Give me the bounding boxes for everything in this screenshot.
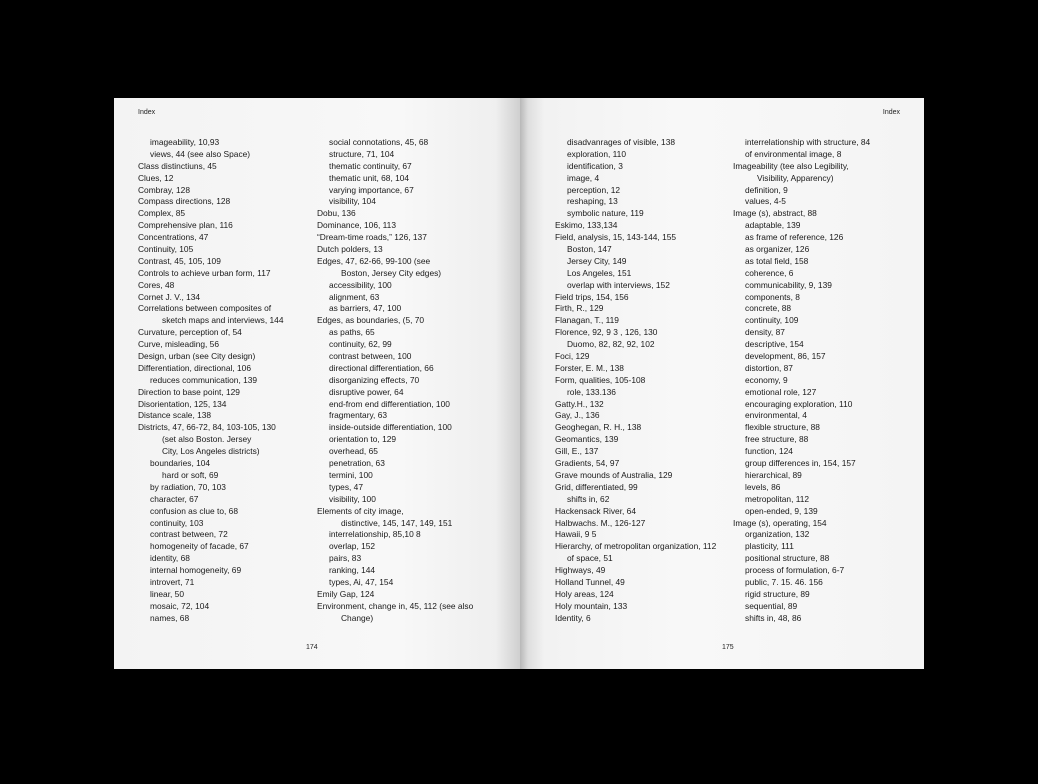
page-number-left: 174 bbox=[306, 644, 318, 651]
index-entry: sketch maps and interviews, 144 bbox=[162, 315, 284, 326]
index-entry: Complex, 85 bbox=[138, 208, 186, 219]
index-entry: visibility, 104 bbox=[329, 196, 376, 207]
index-entry: of space, 51 bbox=[567, 553, 613, 564]
index-entry: values, 4-5 bbox=[745, 196, 786, 207]
index-entry: Compass directions, 128 bbox=[138, 196, 231, 207]
index-entry: Boston, Jersey City edges) bbox=[341, 267, 442, 278]
index-entry: as organizer, 126 bbox=[745, 244, 810, 255]
index-entry: pairs, 83 bbox=[329, 553, 362, 564]
index-entry: levels, 86 bbox=[745, 481, 781, 492]
index-entry: components, 8 bbox=[745, 291, 800, 302]
index-entry: density, 87 bbox=[745, 327, 785, 338]
index-entry: alignment, 63 bbox=[329, 291, 380, 302]
index-entry: emotional role, 127 bbox=[745, 386, 817, 397]
index-entry: Image (s), abstract, 88 bbox=[733, 208, 817, 219]
running-head-left: Index bbox=[138, 109, 156, 116]
index-entry: Change) bbox=[341, 612, 374, 623]
index-entry: flexible structure, 88 bbox=[745, 422, 820, 433]
index-entry: social connotations, 45, 68 bbox=[329, 137, 429, 147]
index-entry: Geoghegan, R. H., 138 bbox=[555, 422, 642, 433]
index-entry: views, 44 (see also Space) bbox=[150, 148, 251, 159]
index-entry: interrelationship with structure, 84 bbox=[745, 137, 871, 147]
page-number-right: 175 bbox=[722, 644, 734, 651]
index-entry: Highways, 49 bbox=[555, 565, 606, 576]
index-entry: homogeneity of facade, 67 bbox=[150, 541, 249, 552]
index-entry: Image (s), operating, 154 bbox=[733, 517, 827, 528]
index-entry: linear, 50 bbox=[150, 588, 184, 599]
index-entry: continuity, 62, 99 bbox=[329, 339, 392, 350]
index-entry: Grave mounds of Australia, 129 bbox=[555, 469, 673, 480]
index-entry: Disorientation, 125, 134 bbox=[138, 398, 227, 409]
index-entry: descriptive, 154 bbox=[745, 339, 804, 350]
index-entry: plasticity, 111 bbox=[745, 541, 794, 552]
index-entry: Los Angeles, 151 bbox=[567, 267, 632, 278]
index-entry: boundaries, 104 bbox=[150, 458, 211, 469]
index-entry: public, 7. 15. 46. 156 bbox=[745, 576, 823, 587]
index-entry: communicability, 9, 139 bbox=[745, 279, 832, 290]
index-entry: fragmentary, 63 bbox=[329, 410, 388, 421]
index-entry: organization, 132 bbox=[745, 529, 810, 540]
index-entry: exploration, 110 bbox=[567, 148, 626, 159]
index-entry: Hierarchy, of metropolitan organization, 112 bbox=[555, 541, 717, 552]
index-entry: Visibility, Apparency) bbox=[757, 172, 834, 183]
index-entry: Florence, 92, 9 3 , 126, 130 bbox=[555, 327, 658, 338]
index-entry: Forster, E. M., 138 bbox=[555, 362, 624, 373]
index-entry: role, 133.136 bbox=[567, 386, 616, 397]
index-entry: thematic continuity, 67 bbox=[329, 160, 412, 171]
index-entry: rigid structure, 89 bbox=[745, 588, 810, 599]
index-column-4 bbox=[733, 137, 923, 625]
index-entry: reduces communication, 139 bbox=[150, 374, 258, 385]
index-entry: Holland Tunnel, 49 bbox=[555, 576, 625, 587]
index-entry: Continuity, 105 bbox=[138, 244, 194, 255]
index-entry: Form, qualities, 105-108 bbox=[555, 374, 646, 385]
index-entry: adaptable, 139 bbox=[745, 220, 801, 231]
index-entry: Flanagan, T., 119 bbox=[555, 315, 619, 326]
index-entry: end-from end differentiation, 100 bbox=[329, 398, 450, 409]
index-entry: overhead, 65 bbox=[329, 446, 378, 457]
index-entry: positional structure, 88 bbox=[745, 553, 830, 564]
index-entry: continuity, 103 bbox=[150, 517, 204, 528]
index-entry: Dutch polders, 13 bbox=[317, 244, 383, 255]
index-entry: environmental, 4 bbox=[745, 410, 807, 421]
book-spread bbox=[114, 98, 924, 669]
index-entry: Gill, E., 137 bbox=[555, 446, 599, 457]
index-entry: Holy areas, 124 bbox=[555, 588, 614, 599]
index-entry: ranking, 144 bbox=[329, 565, 376, 576]
index-entry: contrast between, 72 bbox=[150, 529, 228, 540]
index-entry: Districts, 47, 66-72, 84, 103-105, 130 bbox=[138, 422, 276, 433]
index-entry: introvert, 71 bbox=[150, 576, 195, 587]
index-entry: Hackensack River, 64 bbox=[555, 505, 636, 516]
index-entry: concrete, 88 bbox=[745, 303, 792, 314]
index-entry: Concentrations, 47 bbox=[138, 232, 209, 243]
index-entry: Grid, differentiated, 99 bbox=[555, 481, 638, 492]
index-entry: shifts in, 62 bbox=[567, 493, 610, 504]
index-entry: Geomantics, 139 bbox=[555, 434, 619, 445]
index-entry: Gradients, 54, 97 bbox=[555, 458, 620, 469]
index-entry: metropolitan, 112 bbox=[745, 493, 810, 504]
index-entry: thematic unit, 68, 104 bbox=[329, 172, 410, 183]
index-entry: continuity, 109 bbox=[745, 315, 799, 326]
index-column-2 bbox=[317, 137, 507, 625]
index-entry: contrast between, 100 bbox=[329, 351, 412, 362]
index-entry: Class distinctiuns, 45 bbox=[138, 160, 217, 171]
index-entry: Clues, 12 bbox=[138, 172, 174, 183]
index-entry: Foci, 129 bbox=[555, 351, 590, 362]
index-entry: identity, 68 bbox=[150, 553, 190, 564]
index-entry: encouraging exploration, 110 bbox=[745, 398, 853, 409]
index-entry: Differentiation, directional, 106 bbox=[138, 362, 251, 373]
index-entry: internal homogeneity, 69 bbox=[150, 565, 242, 576]
index-entry: economy, 9 bbox=[745, 374, 788, 385]
index-entry: Curve, misleading, 56 bbox=[138, 339, 219, 350]
index-entry: as paths, 65 bbox=[329, 327, 375, 338]
index-entry: Jersey City, 149 bbox=[567, 255, 627, 266]
index-entry: Direction to base point, 129 bbox=[138, 386, 240, 397]
index-entry: City, Los Angeles districts) bbox=[162, 446, 260, 457]
index-entry: as total field, 158 bbox=[745, 255, 809, 266]
index-entry: Identity, 6 bbox=[555, 612, 591, 623]
index-entry: open-ended, 9, 139 bbox=[745, 505, 818, 516]
index-entry: types, Ai, 47, 154 bbox=[329, 576, 394, 587]
index-entry: confusion as clue to, 68 bbox=[150, 505, 238, 516]
index-entry: of environmental image, 8 bbox=[745, 148, 842, 159]
index-entry: overlap with interviews, 152 bbox=[567, 279, 670, 290]
index-entry: mosaic, 72, 104 bbox=[150, 600, 210, 611]
index-entry: Controls to achieve urban form, 117 bbox=[138, 267, 271, 278]
running-head-right: Index bbox=[882, 109, 900, 116]
index-entry: Elements of city image, bbox=[317, 505, 404, 516]
index-entry: Edges, 47, 62-66, 99-100 (see bbox=[317, 255, 431, 266]
index-entry: image, 4 bbox=[567, 172, 600, 183]
index-column-3 bbox=[555, 137, 745, 625]
index-entry: interrelationship, 85,10 8 bbox=[329, 529, 421, 540]
index-entry: perception, 12 bbox=[567, 184, 621, 195]
index-entry: identification, 3 bbox=[567, 160, 623, 171]
index-entry: definition, 9 bbox=[745, 184, 788, 195]
index-entry: penetration, 63 bbox=[329, 458, 385, 469]
index-entry: varying importance, 67 bbox=[329, 184, 414, 195]
index-entry: Field trips, 154, 156 bbox=[555, 291, 629, 302]
index-entry: inside-outside differentiation, 100 bbox=[329, 422, 452, 433]
index-entry: by radiation, 70, 103 bbox=[150, 481, 226, 492]
index-entry: (set also Boston. Jersey bbox=[162, 434, 252, 445]
right-page bbox=[520, 98, 924, 669]
index-entry: orientation to, 129 bbox=[329, 434, 397, 445]
index-entry: Eskimo, 133,134 bbox=[555, 220, 618, 231]
index-entry: Field, analysis, 15, 143-144, 155 bbox=[555, 232, 677, 243]
index-entry: Holy mountain, 133 bbox=[555, 600, 628, 611]
index-entry: types, 47 bbox=[329, 481, 363, 492]
index-entry: Boston, 147 bbox=[567, 244, 612, 255]
index-entry: Emily Gap, 124 bbox=[317, 588, 375, 599]
index-entry: sequential, 89 bbox=[745, 600, 798, 611]
index-entry: distinctive, 145, 147, 149, 151 bbox=[341, 517, 453, 528]
index-entry: disorganizing effects, 70 bbox=[329, 374, 420, 385]
index-entry: imageability, 10,93 bbox=[150, 137, 220, 147]
index-entry: Imageability (tee also Legibility, bbox=[733, 160, 849, 171]
index-entry: Design, urban (see City design) bbox=[138, 351, 256, 362]
index-entry: visibility, 100 bbox=[329, 493, 376, 504]
index-entry: Curvature, perception of, 54 bbox=[138, 327, 242, 338]
index-entry: Comprehensive plan, 116 bbox=[138, 220, 233, 231]
index-entry: termini, 100 bbox=[329, 469, 373, 480]
index-entry: coherence, 6 bbox=[745, 267, 794, 278]
index-entry: disadvanrages of visible, 138 bbox=[567, 137, 676, 147]
index-entry: accessibility, 100 bbox=[329, 279, 392, 290]
index-entry: development, 86, 157 bbox=[745, 351, 826, 362]
index-entry: Distance scale, 138 bbox=[138, 410, 212, 421]
index-entry: Contrast, 45, 105, 109 bbox=[138, 255, 221, 266]
index-entry: names, 68 bbox=[150, 612, 190, 623]
index-entry: directional differentiation, 66 bbox=[329, 362, 434, 373]
index-entry: “Dream-time roads,” 126, 137 bbox=[317, 232, 427, 243]
index-entry: overlap, 152 bbox=[329, 541, 376, 552]
index-entry: hierarchical, 89 bbox=[745, 469, 802, 480]
index-entry: distortion, 87 bbox=[745, 362, 793, 373]
index-entry: Cores, 48 bbox=[138, 279, 175, 290]
index-entry: Combray, 128 bbox=[138, 184, 190, 195]
index-entry: free structure, 88 bbox=[745, 434, 809, 445]
index-entry: Environment, change in, 45, 112 (see also bbox=[317, 600, 474, 611]
index-entry: process of formulation, 6-7 bbox=[745, 565, 845, 576]
index-entry: Halbwachs. M., 126-127 bbox=[555, 517, 646, 528]
index-entry: Firth, R., 129 bbox=[555, 303, 604, 314]
index-entry: Cornet J. V., 134 bbox=[138, 291, 201, 302]
index-entry: Duomo, 82, 82, 92, 102 bbox=[567, 339, 655, 350]
index-entry: Gay, J., 136 bbox=[555, 410, 600, 421]
index-entry: Hawaii, 9 5 bbox=[555, 529, 597, 540]
index-entry: as frame of reference, 126 bbox=[745, 232, 844, 243]
index-entry: hard or soft, 69 bbox=[162, 469, 219, 480]
index-entry: character, 67 bbox=[150, 493, 199, 504]
index-entry: function, 124 bbox=[745, 446, 793, 457]
index-entry: Correlations between composites of bbox=[138, 303, 272, 314]
index-entry: group differences in, 154, 157 bbox=[745, 458, 856, 469]
index-column-1 bbox=[138, 137, 328, 625]
index-entry: structure, 71, 104 bbox=[329, 148, 395, 159]
left-page bbox=[114, 98, 520, 669]
index-entry: shifts in, 48, 86 bbox=[745, 612, 802, 623]
index-entry: as barriers, 47, 100 bbox=[329, 303, 402, 314]
index-entry: Edges, as boundaries, (5, 70 bbox=[317, 315, 425, 326]
index-entry: Dominance, 106, 113 bbox=[317, 220, 396, 231]
index-entry: symbolic nature, 119 bbox=[567, 208, 644, 219]
index-entry: Gatty.H., 132 bbox=[555, 398, 604, 409]
index-entry: disruptive power, 64 bbox=[329, 386, 404, 397]
index-entry: reshaping, 13 bbox=[567, 196, 618, 207]
index-entry: Dobu, 136 bbox=[317, 208, 356, 219]
